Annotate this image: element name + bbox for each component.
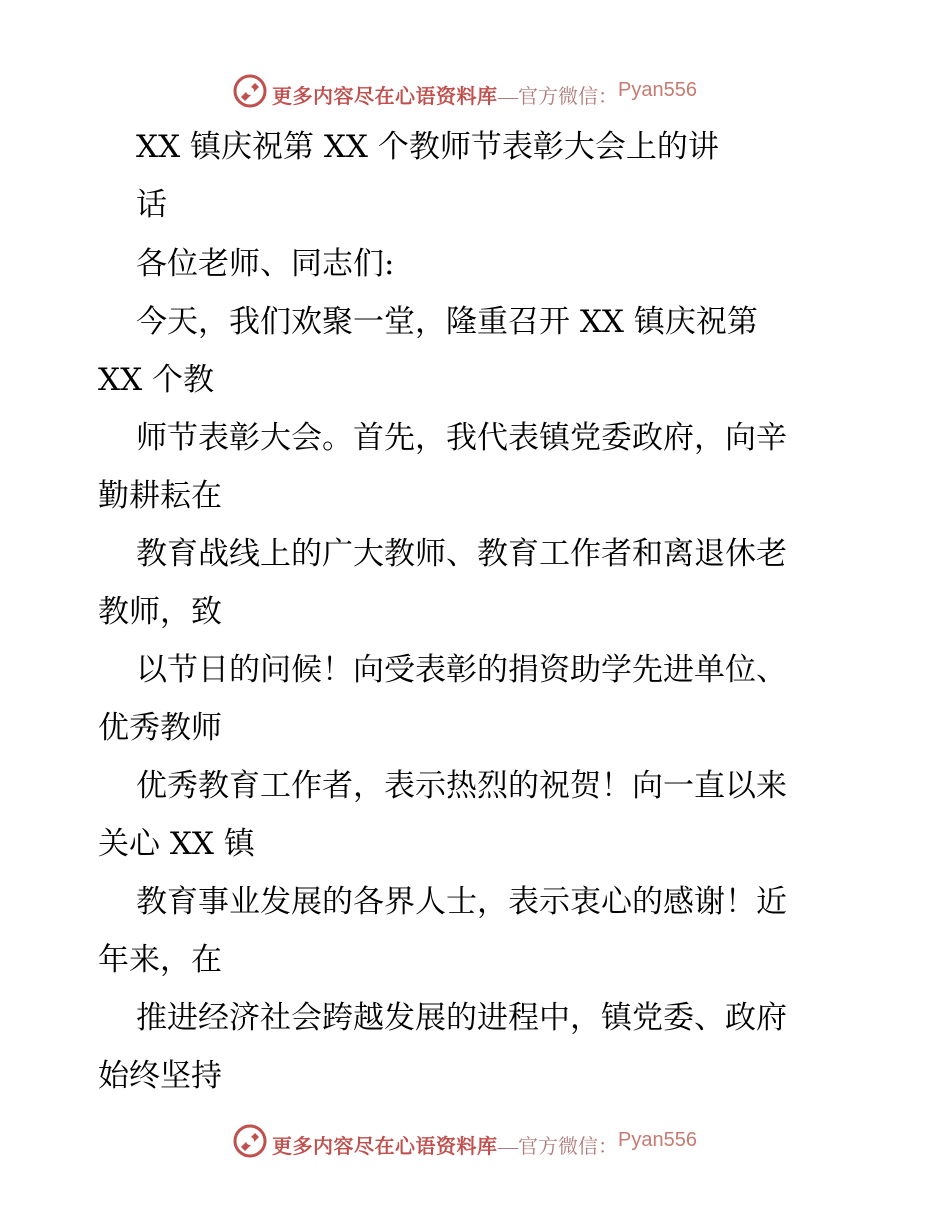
body-line: 年来，在: [98, 942, 222, 978]
salutation: 各位老师、同志们:: [136, 246, 395, 282]
title-line-2: 话: [136, 187, 167, 223]
body-line: 优秀教师: [98, 710, 222, 746]
body-line: 师节表彰大会。首先，我代表镇党委政府，向辛: [136, 420, 787, 456]
footer-banner: [0, 1121, 950, 1161]
body-line: 勤耕耘在: [98, 478, 222, 514]
body-line: 教师，致: [98, 594, 222, 630]
body-line: 关心 XX 镇: [98, 826, 255, 862]
body-line: 始终坚持: [98, 1058, 222, 1094]
brand-logo-icon: [232, 1123, 268, 1159]
header-wechat-account: Pyan556: [618, 79, 697, 101]
header-slogan: 更多内容尽在心语资料库: [272, 86, 498, 108]
brand-logo-icon: [232, 73, 268, 109]
body-line: 教育战线上的广大教师、教育工作者和离退休老: [136, 536, 787, 572]
body-line: 推进经济社会跨越发展的进程中，镇党委、政府: [136, 1000, 787, 1036]
header-banner: [0, 71, 950, 111]
footer-wechat-account: Pyan556: [618, 1129, 697, 1151]
body-line: 今天，我们欢聚一堂，隆重召开 XX 镇庆祝第: [136, 304, 758, 340]
header-wechat-label: —官方微信：: [498, 86, 618, 108]
body-line: 优秀教育工作者，表示热烈的祝贺！向一直以来: [136, 768, 787, 804]
body-line: 教育事业发展的各界人士，表示衷心的感谢！近: [136, 884, 787, 920]
body-line: XX 个教: [98, 362, 214, 398]
title-line-1: XX 镇庆祝第 XX 个教师节表彰大会上的讲: [136, 129, 719, 165]
footer-slogan: 更多内容尽在心语资料库: [272, 1136, 498, 1158]
body-line: 以节日的问候！向受表彰的捐资助学先进单位、: [136, 652, 787, 688]
footer-wechat-label: —官方微信：: [498, 1136, 618, 1158]
